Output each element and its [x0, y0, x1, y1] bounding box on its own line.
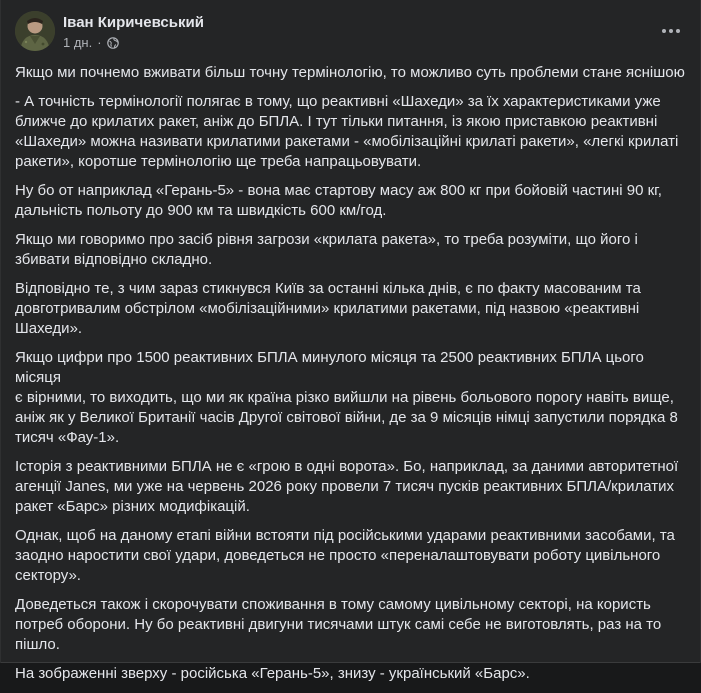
post-header [15, 11, 687, 55]
paragraph: Якщо цифри про 1500 реактивних БПЛА минулого місяця та 2500 реактивних БПЛА цього місяця є вірними, то виходить, що ми як країна різко вийшли на рівень больового порогу навіть вище, аніж як у Великої Британії часів Другої світової війни, де за 9 місяців німці запустили порядка 8 тисяч «Фау-1». [15, 349, 678, 446]
paragraph: - А точність термінології полягає в тому, що реактивні «Шахеди» за їх характеристиками уже ближче до крилатих ракет, аніж до БПЛА. І тут тільки питання, із якою приставкою реактивні «Шахеди» можна називати крилатими ракетами - «мобілізаційні крилаті ракети», «легкі крилаті ракети», коротше термінологію ще треба напрацьовувати. [15, 93, 679, 170]
post-text [15, 63, 691, 693]
meta-separator: · [97, 35, 102, 50]
paragraph: Якщо ми говоримо про засіб рівня загрози «крилата ракета», то треба розуміти, що його і збивати відповідно складно. [15, 231, 638, 268]
paragraph: Доведеться також і скорочувати споживання в тому самому цивільному секторі, на користь потреб оборони. Ну бо реактивні двигуни тисячами штук самі себе не виготовлять, раз на то пішло. [15, 596, 662, 653]
paragraph: На зображенні зверху - російська «Герань-5», знизу - український «Барс». [15, 665, 530, 682]
paragraph: Однак, щоб на даному етапі війни встояти під російськими ударами реактивними засобами, та заодно наростити свої удари, доведеться не просто «переналаштовувати роботу цивільного сектору». [15, 527, 675, 584]
avatar-image [15, 11, 55, 51]
paragraph: Історія з реактивними БПЛА не є «грою в одні ворота». Бо, наприклад, за даними авторитетної агенції Janes, ми уже на червень 2026 року провели 7 тисяч пусків реактивних БПЛА/крилатих ракет «Барс» різних модифікацій. [15, 458, 679, 515]
more-horizontal-icon [661, 28, 681, 34]
author-avatar[interactable] [15, 11, 55, 51]
paragraph: Якщо ми почнемо вживати більш точну термінологію, то можливо суть проблеми стане яснішою [15, 64, 685, 81]
author-name[interactable]: Іван Киричевський [63, 14, 204, 31]
more-options-button[interactable] [655, 15, 687, 47]
post-time[interactable]: 1 дн. [63, 35, 93, 50]
paragraph: Відповідно те, з чим зараз стикнувся Київ за останні кілька днів, є по факту масованим та довготривалим обстрілом «мобілізаційними» крилатими ракетами, під назвою «реактивні Шахеди». [15, 280, 641, 337]
post-meta [63, 35, 119, 50]
globe-icon[interactable] [107, 37, 119, 49]
paragraph: Ну бо от наприклад «Герань-5» - вона має стартову масу аж 800 кг при бойовій частині 90 кг, дальність польоту до 900 км та швидкість 600 км/год. [15, 182, 662, 219]
